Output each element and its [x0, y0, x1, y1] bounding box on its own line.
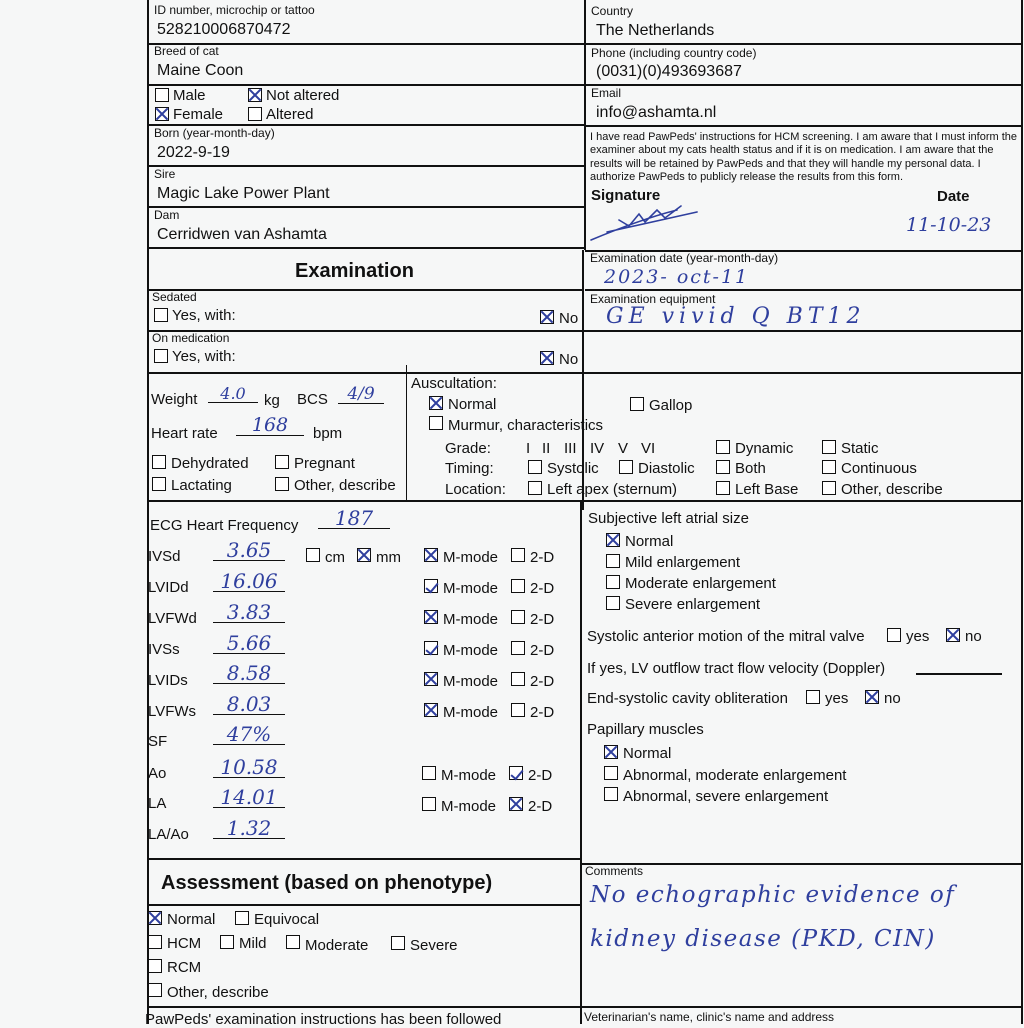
sedated-no-checkbox[interactable] [540, 310, 554, 324]
assess-equivocal-checkbox[interactable] [235, 911, 249, 925]
vitals-other-checkbox[interactable] [275, 477, 289, 491]
measure-label: LVIDd [148, 579, 189, 596]
weight-value: 4.0 [208, 386, 258, 403]
sire-value: Magic Lake Power Plant [157, 185, 330, 202]
assess-normal-label: Normal [167, 911, 216, 928]
gallop-checkbox[interactable] [630, 397, 644, 411]
assess-moderate-label: Moderate [305, 937, 369, 954]
measure-value: 8.03 [213, 694, 285, 715]
measure-label: Ao [148, 765, 167, 782]
twod-checkbox[interactable] [511, 672, 525, 686]
exam-date-value: 2023- oct-11 [604, 266, 750, 288]
measure-label: LA [148, 795, 167, 812]
diastolic-checkbox[interactable] [619, 460, 633, 474]
country-label: Country [591, 4, 634, 18]
assess-severe-label: Severe [410, 937, 458, 954]
pap-normal-checkbox[interactable] [604, 745, 618, 759]
ausc-normal-label: Normal [448, 396, 497, 413]
twod-label: 2-D [530, 642, 555, 659]
assess-other-label: Other, describe [167, 984, 269, 1001]
ecg-label: ECG Heart Frequency [150, 517, 299, 534]
dehydrated-label: Dehydrated [171, 455, 249, 472]
twod-label: 2-D [530, 673, 555, 690]
assess-moderate-checkbox[interactable] [286, 935, 300, 949]
mmode-label: M-mode [441, 798, 497, 815]
not-altered-label: Not altered [266, 87, 340, 104]
lvot-value-line [916, 673, 1002, 675]
assess-rcm-label: RCM [167, 959, 202, 976]
static-label: Static [841, 440, 879, 457]
cm-label: cm [325, 549, 345, 566]
country-value: The Netherlands [596, 22, 715, 39]
systolic-checkbox[interactable] [528, 460, 542, 474]
twod-label: 2-D [530, 611, 555, 628]
assess-mild-label: Mild [239, 935, 267, 952]
atrial-mild-checkbox[interactable] [606, 554, 620, 568]
sedated-yes-checkbox[interactable] [154, 308, 168, 322]
dynamic-label: Dynamic [735, 440, 794, 457]
consent-text: I have read PawPeds' instructions for HCM screening. I am aware that I must inform the examiner about my cats health status and if it is on medication. I am aware that the results will be retained by PawPeds and that they will handle my personal data. I authorize PawPeds to publicly release the results from this form. [590, 131, 1018, 183]
mm-label: mm [376, 549, 401, 566]
measure-value: 1.32 [213, 818, 285, 839]
medication-no-label: No [559, 351, 579, 368]
weight-label: Weight [151, 391, 198, 408]
altered-label: Altered [266, 106, 314, 123]
obliteration-label: End-systolic cavity obliteration [587, 690, 788, 707]
medication-label: On medication [152, 331, 230, 345]
measure-label: IVSd [148, 548, 181, 565]
heart-rate-value: 168 [236, 416, 304, 436]
sedated-yes-label: Yes, with: [172, 307, 236, 324]
mm-checkbox[interactable] [357, 548, 371, 562]
examination-title: Examination [295, 260, 414, 282]
born-value: 2022-9-19 [157, 144, 230, 161]
mmode-label: M-mode [443, 549, 499, 566]
atrial-severe-label: Severe enlargement [625, 596, 761, 613]
assess-normal-checkbox[interactable] [148, 911, 162, 925]
assess-other-checkbox[interactable] [148, 983, 162, 997]
lvot-label: If yes, LV outflow tract flow velocity (Doppler) [587, 660, 886, 677]
atrial-moderate-label: Moderate enlargement [625, 575, 776, 592]
grade-iv: IV [590, 440, 605, 457]
continuous-checkbox[interactable] [822, 460, 836, 474]
mmode-checkbox[interactable] [424, 703, 438, 717]
dam-value: Cerridwen van Ashamta [157, 226, 327, 243]
twod-checkbox[interactable] [509, 797, 523, 811]
twod-label: 2-D [530, 549, 555, 566]
pap-severe-checkbox[interactable] [604, 787, 618, 801]
both-label: Both [735, 460, 766, 477]
twod-label: 2-D [528, 767, 553, 784]
measure-value: 10.58 [213, 757, 285, 778]
dam-label: Dam [154, 208, 180, 222]
obliteration-yes-label: yes [825, 690, 849, 707]
auscultation-title: Auscultation: [411, 375, 497, 392]
signature-label: Signature [591, 187, 661, 204]
assess-mild-checkbox[interactable] [220, 935, 234, 949]
id-label: ID number, microchip or tattoo [154, 3, 315, 17]
murmur-checkbox[interactable] [429, 416, 443, 430]
bcs-value: 4/9 [338, 386, 384, 404]
twod-checkbox[interactable] [511, 579, 525, 593]
date-label: Date [937, 188, 970, 205]
both-checkbox[interactable] [716, 460, 730, 474]
measure-value: 5.66 [213, 633, 285, 654]
vitals-other-label: Other, describe [294, 477, 396, 494]
mmode-label: M-mode [441, 767, 497, 784]
comments-line-2: kidney disease (PKD, CIN) [590, 926, 936, 952]
exam-date-label: Examination date (year-month-day) [590, 251, 779, 265]
bcs-label: BCS [297, 391, 328, 408]
twod-checkbox[interactable] [509, 766, 523, 780]
sedated-no-label: No [559, 310, 579, 327]
assessment-title: Assessment (based on phenotype) [161, 872, 493, 894]
measure-label: IVSs [148, 641, 180, 658]
grade-v: V [618, 440, 629, 457]
left-base-checkbox[interactable] [716, 481, 730, 495]
twod-label: 2-D [530, 704, 555, 721]
twod-checkbox[interactable] [511, 641, 525, 655]
ausc-other-checkbox[interactable] [822, 481, 836, 495]
location-label: Location: [445, 481, 506, 498]
medication-no-checkbox[interactable] [540, 351, 554, 365]
assess-hcm-checkbox[interactable] [148, 935, 162, 949]
timing-label: Timing: [445, 460, 494, 477]
mmode-label: M-mode [443, 580, 499, 597]
static-checkbox[interactable] [822, 440, 836, 454]
grade-ii: II [542, 440, 551, 457]
grade-vi: VI [641, 440, 656, 457]
murmur-label: Murmur, characteristics [448, 417, 604, 434]
breed-value: Maine Coon [157, 62, 244, 79]
grade-label: Grade: [445, 440, 491, 457]
sam-yes-label: yes [906, 628, 930, 645]
not-altered-checkbox[interactable] [248, 88, 262, 102]
ecg-value: 187 [318, 508, 390, 529]
atrial-normal-label: Normal [625, 533, 674, 550]
dehydrated-checkbox[interactable] [152, 455, 166, 469]
atrial-severe-checkbox[interactable] [606, 596, 620, 610]
ausc-other-label: Other, describe [841, 481, 943, 498]
sam-no-label: no [965, 628, 982, 645]
twod-label: 2-D [528, 798, 553, 815]
breed-label: Breed of cat [154, 44, 219, 58]
measure-value: 47% [213, 724, 285, 745]
measure-label: LVFWd [148, 610, 197, 627]
pregnant-checkbox[interactable] [275, 455, 289, 469]
assess-severe-checkbox[interactable] [391, 936, 405, 950]
twod-checkbox[interactable] [511, 703, 525, 717]
twod-label: 2-D [530, 580, 555, 597]
assess-equivocal-label: Equivocal [254, 911, 320, 928]
signature-date-value: 11-10-23 [906, 214, 992, 236]
phone-label: Phone (including country code) [591, 46, 757, 60]
equipment-label: Examination equipment [590, 292, 716, 306]
atrial-normal-checkbox[interactable] [606, 533, 620, 547]
mmode-checkbox[interactable] [424, 579, 438, 593]
mmode-label: M-mode [443, 611, 499, 628]
continuous-label: Continuous [841, 460, 917, 477]
comments-label: Comments [585, 864, 644, 878]
mmode-checkbox[interactable] [422, 766, 436, 780]
assess-rcm-checkbox[interactable] [148, 959, 162, 973]
medication-yes-checkbox[interactable] [154, 349, 168, 363]
sedated-label: Sedated [152, 290, 197, 304]
measure-label: LA/Ao [148, 826, 189, 843]
female-checkbox[interactable] [155, 107, 169, 121]
mmode-label: M-mode [443, 642, 499, 659]
sam-no-checkbox[interactable] [946, 628, 960, 642]
measure-value: 3.83 [213, 602, 285, 623]
left-apex-label: Left apex (sternum) [547, 481, 678, 498]
comments-line-1: No echographic evidence of [590, 882, 956, 908]
measure-value: 3.65 [213, 540, 285, 561]
pap-moderate-label: Abnormal, moderate enlargement [623, 767, 847, 784]
atrial-moderate-checkbox[interactable] [606, 575, 620, 589]
pap-moderate-checkbox[interactable] [604, 766, 618, 780]
phone-value: (0031)(0)493693687 [596, 63, 742, 80]
instructions-followed-label: PawPeds' examination instructions has been followed [145, 1011, 502, 1028]
systolic-label: Systolic [547, 460, 599, 477]
email-value: info@ashamta.nl [596, 104, 717, 121]
male-label: Male [173, 87, 206, 104]
papillary-title: Papillary muscles [587, 721, 704, 738]
altered-checkbox[interactable] [248, 107, 262, 121]
mmode-checkbox[interactable] [422, 797, 436, 811]
measure-label: LVFWs [148, 703, 197, 720]
mmode-label: M-mode [443, 704, 499, 721]
equipment-value: GE vivid Q BT12 [606, 304, 866, 329]
mmode-label: M-mode [443, 673, 499, 690]
measure-label: LVIDs [148, 672, 188, 689]
email-label: Email [591, 86, 622, 100]
heart-rate-unit: bpm [313, 425, 343, 442]
dynamic-checkbox[interactable] [716, 440, 730, 454]
obliteration-no-checkbox[interactable] [865, 690, 879, 704]
female-label: Female [173, 106, 224, 123]
lactating-checkbox[interactable] [152, 477, 166, 491]
measure-value: 14.01 [213, 787, 285, 808]
born-label: Born (year-month-day) [154, 126, 275, 140]
obliteration-yes-checkbox[interactable] [806, 690, 820, 704]
signature-image [585, 200, 715, 250]
atrial-title: Subjective left atrial size [588, 510, 749, 527]
grade-iii: III [564, 440, 577, 457]
measure-value: 16.06 [213, 571, 285, 592]
sam-label: Systolic anterior motion of the mitral valve [587, 628, 865, 645]
sire-label: Sire [154, 167, 176, 181]
diastolic-label: Diastolic [638, 460, 695, 477]
mmode-checkbox[interactable] [424, 641, 438, 655]
assess-hcm-label: HCM [167, 935, 202, 952]
gallop-label: Gallop [649, 397, 693, 414]
pap-severe-label: Abnormal, severe enlargement [623, 788, 829, 805]
mmode-checkbox[interactable] [424, 548, 438, 562]
vet-label: Veterinarian's name, clinic's name and address [584, 1010, 835, 1024]
pap-normal-label: Normal [623, 745, 672, 762]
cm-checkbox[interactable] [306, 548, 320, 562]
pregnant-label: Pregnant [294, 455, 355, 472]
id-value: 528210006870472 [157, 21, 291, 38]
left-base-label: Left Base [735, 481, 799, 498]
mmode-checkbox[interactable] [424, 672, 438, 686]
ausc-normal-checkbox[interactable] [429, 396, 443, 410]
weight-unit: kg [264, 392, 280, 409]
heart-rate-label: Heart rate [151, 425, 218, 442]
measure-value: 8.58 [213, 663, 285, 684]
obliteration-no-label: no [884, 690, 901, 707]
left-apex-checkbox[interactable] [528, 481, 542, 495]
grade-i: I [526, 440, 531, 457]
mmode-checkbox[interactable] [424, 610, 438, 624]
male-checkbox[interactable] [155, 88, 169, 102]
atrial-mild-label: Mild enlargement [625, 554, 741, 571]
medication-yes-label: Yes, with: [172, 348, 236, 365]
twod-checkbox[interactable] [511, 610, 525, 624]
lactating-label: Lactating [171, 477, 232, 494]
measure-label: SF [148, 733, 168, 750]
twod-checkbox[interactable] [511, 548, 525, 562]
sam-yes-checkbox[interactable] [887, 628, 901, 642]
